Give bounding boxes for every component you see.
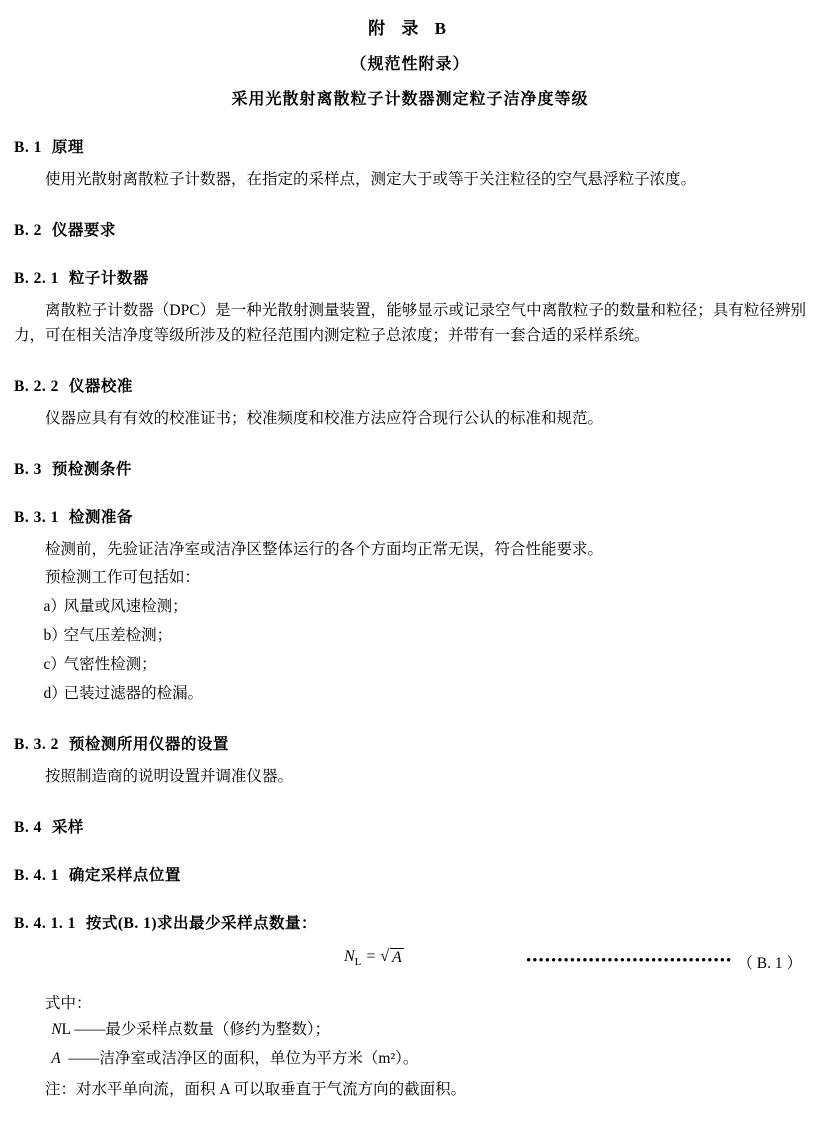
formula-row-b1 [14, 947, 806, 981]
clause-title: 确定采样点位置 [68, 867, 181, 885]
list-item [14, 623, 806, 648]
clause-number: B. 1 [14, 139, 42, 156]
list-item [14, 681, 806, 706]
clause-title: 检测准备 [68, 509, 133, 527]
list-marker: d） [43, 684, 67, 702]
formula-lhs-subscript: L [354, 956, 362, 969]
list-item [14, 652, 806, 677]
list-item [14, 594, 806, 619]
definition-symbol: N [51, 1021, 62, 1039]
clause-number: B. 3. 2 [14, 736, 59, 754]
formula-number: （ B. 1 ） [737, 955, 802, 973]
clause-title: 预检测所用仪器的设置 [68, 736, 229, 754]
clause-heading-b2 [14, 218, 806, 240]
definition-text: ——最少采样点数量（修约为整数）； [74, 1021, 331, 1039]
clause-title: 按式(B. 1)求出最少采样点数量： [85, 915, 318, 933]
title-block [14, 14, 806, 109]
leader-dots: ••••••••••••••••••••••••••••••••• [526, 953, 733, 970]
clause-number: B. 3. 1 [14, 509, 59, 527]
list-item-text: 空气压差检测； [63, 626, 173, 644]
clause-heading-b4 [14, 815, 806, 837]
list-item-text: 气密性检测； [63, 655, 157, 673]
clause-body-b1: 使用光散射离散粒子计数器，在指定的采样点，测定大于或等于关注粒径的空气悬浮粒子浓度。 [45, 171, 697, 188]
clause-title: 仪器要求 [51, 222, 116, 240]
formula-radicand: A [391, 949, 402, 967]
sqrt-icon: √ [380, 948, 389, 966]
definition-item [14, 1046, 806, 1071]
pretest-list [14, 594, 806, 706]
clause-heading-b411 [14, 911, 806, 933]
definition-text: ——洁净室或洁净区的面积，单位为平方米（m²）。 [68, 1050, 419, 1068]
definition-item [14, 1017, 806, 1042]
clause-body-b31: 检测前，先验证洁净室或洁净区整体运行的各个方面均正常无误，符合性能要求。 [45, 541, 604, 559]
clause-title: 预检测条件 [51, 461, 132, 479]
clause-heading-b32 [14, 732, 806, 754]
clause-heading-b21 [14, 266, 806, 288]
clause-heading-b31 [14, 505, 806, 527]
list-item-text: 风量或风速检测； [63, 597, 188, 615]
clause-body-b32: 按照制造商的说明设置并调准仪器。 [45, 768, 294, 786]
note-text: 注：对水平单向流，面积 A 可以取垂直于气流方向的截面积。 [45, 1081, 467, 1099]
list-marker: a） [43, 597, 66, 615]
clause-heading-b41 [14, 863, 806, 885]
clause-number: B. 2. 1 [14, 270, 59, 288]
formula-lhs: N [344, 948, 355, 966]
clause-heading-b22 [14, 374, 806, 396]
clause-number: B. 2. 2 [14, 378, 59, 396]
definition-symbol: A [51, 1050, 61, 1068]
clause-number: B. 2 [14, 222, 42, 240]
clause-title: 粒子计数器 [68, 270, 149, 288]
list-marker: b） [43, 626, 67, 644]
list-marker: c） [43, 655, 66, 673]
clause-title: 仪器校准 [68, 378, 133, 396]
list-item-text: 已装过滤器的检漏。 [63, 684, 204, 702]
formula-expression [344, 947, 404, 968]
clause-title: 采样 [51, 819, 84, 837]
clause-body-b21: 离散粒子计数器（DPC）是一种光散射测量装置，能够显示或记录空气中离散粒子的数量和粒径；具有粒径辨别力，可在相关洁净度等级所涉及的粒径范围内测定粒子总浓度；并带有一套合适的采样系统。 [14, 302, 806, 345]
clause-title: 原理 [51, 139, 84, 156]
clause-number: B. 4. 1 [14, 867, 59, 885]
clause-number: B. 3 [14, 461, 42, 479]
appendix-subject: 采用光散射离散粒子计数器测定粒子洁净度等级 [231, 91, 589, 108]
appendix-title: 附 录 B [368, 19, 452, 38]
clause-heading-b1 [14, 135, 806, 157]
clause-heading-b3 [14, 457, 806, 479]
appendix-kind: （规范性附录） [350, 56, 470, 73]
definition-subscript: L [61, 1021, 71, 1039]
clause-number: B. 4. 1. 1 [14, 915, 76, 933]
symbol-definitions [14, 1017, 806, 1071]
clause-number: B. 4 [14, 819, 42, 837]
pretest-lead-in: 预检测工作可包括如： [45, 568, 201, 586]
where-label: 式中： [45, 995, 92, 1013]
clause-body-b22: 仪器应具有有效的校准证书；校准频度和校准方法应符合现行公认的标准和规范。 [45, 410, 604, 428]
formula-equals: = [365, 948, 377, 966]
